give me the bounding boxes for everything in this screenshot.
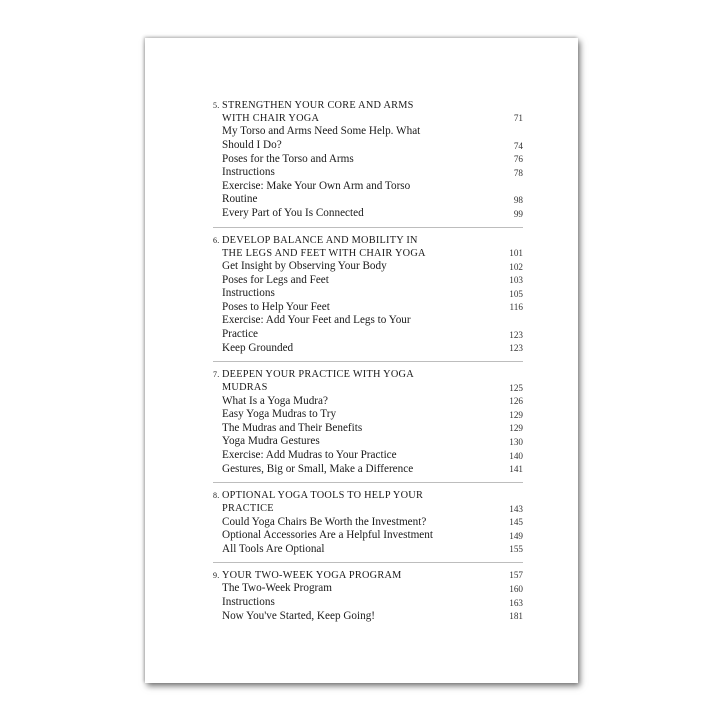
entry-page-number: 140 bbox=[509, 450, 523, 461]
entry-title bbox=[213, 153, 354, 167]
entry-title bbox=[213, 166, 275, 180]
chapter-title bbox=[213, 489, 423, 515]
toc-entry bbox=[213, 463, 523, 477]
chapter-number: 6. bbox=[213, 235, 220, 245]
entry-title-line: Poses for Legs and Feet bbox=[222, 273, 329, 286]
entry-title-line: Now You've Started, Keep Going! bbox=[222, 609, 376, 622]
toc-entry bbox=[213, 596, 523, 610]
chapter-title-line: DEEPEN YOUR PRACTICE WITH YOGA bbox=[222, 369, 414, 381]
entry-title bbox=[213, 207, 364, 221]
entry-title-line: Exercise: Add Your Feet and Legs to Your bbox=[222, 314, 411, 327]
entry-title bbox=[213, 435, 320, 449]
chapter-title-line: PRACTICE bbox=[222, 503, 274, 515]
chapter-title-line: THE LEGS AND FEET WITH CHAIR YOGA bbox=[222, 247, 426, 259]
chapter-heading bbox=[213, 99, 523, 125]
entry-title bbox=[213, 314, 411, 341]
entry-title bbox=[213, 301, 330, 315]
chapter-title bbox=[213, 234, 426, 260]
chapter-title-line: WITH CHAIR YOGA bbox=[222, 113, 320, 125]
entry-title bbox=[213, 260, 387, 274]
toc-entry bbox=[213, 274, 523, 288]
chapter-title bbox=[213, 368, 414, 394]
toc-entry bbox=[213, 166, 523, 180]
entry-page-number: 130 bbox=[509, 436, 523, 447]
entry-title-line: My Torso and Arms Need Some Help. What bbox=[222, 125, 421, 138]
entry-page-number: 160 bbox=[509, 584, 523, 595]
entry-title-line: Poses for the Torso and Arms bbox=[222, 152, 354, 165]
entry-title-line: All Tools Are Optional bbox=[222, 542, 325, 555]
toc-entry bbox=[213, 529, 523, 543]
chapter-title-line: DEVELOP BALANCE AND MOBILITY IN bbox=[222, 234, 418, 246]
chapter-title-line: STRENGTHEN YOUR CORE AND ARMS bbox=[222, 100, 414, 111]
chapter-title bbox=[213, 99, 414, 125]
entry-page-number: 103 bbox=[509, 275, 523, 286]
entry-page-number: 181 bbox=[509, 611, 523, 622]
toc-chapter bbox=[213, 482, 523, 556]
entry-title bbox=[213, 543, 325, 557]
chapter-page-number: 71 bbox=[513, 113, 523, 124]
chapter-heading bbox=[213, 234, 523, 260]
toc-entry bbox=[213, 342, 523, 356]
entry-title bbox=[213, 395, 328, 409]
toc-entry bbox=[213, 314, 523, 341]
entry-page-number: 163 bbox=[509, 597, 523, 608]
entry-title bbox=[213, 610, 375, 624]
toc-chapter bbox=[213, 361, 523, 476]
entry-title-line: Could Yoga Chairs Be Worth the Investment? bbox=[222, 515, 427, 528]
entry-title-line: Exercise: Make Your Own Arm and Torso bbox=[222, 179, 411, 192]
entry-page-number: 155 bbox=[509, 544, 523, 555]
entry-title bbox=[213, 422, 362, 436]
toc-entry bbox=[213, 516, 523, 530]
chapter-number: 9. bbox=[213, 571, 220, 581]
entry-title bbox=[213, 449, 397, 463]
toc-entry bbox=[213, 287, 523, 301]
entry-title bbox=[213, 180, 410, 207]
entry-title-line: Every Part of You Is Connected bbox=[222, 206, 364, 219]
toc-entry bbox=[213, 180, 523, 207]
chapter-heading bbox=[213, 569, 523, 582]
toc-entry bbox=[213, 125, 523, 152]
entry-page-number: 76 bbox=[513, 154, 523, 165]
entry-title bbox=[213, 516, 426, 530]
chapter-title-line: OPTIONAL YOGA TOOLS TO HELP YOUR bbox=[222, 490, 424, 502]
entry-title-line: The Two-Week Program bbox=[222, 582, 332, 595]
entry-title-line: Instructions bbox=[222, 166, 275, 179]
toc-entry bbox=[213, 301, 523, 315]
entry-page-number: 78 bbox=[513, 167, 523, 178]
toc-chapter bbox=[213, 99, 523, 221]
entry-title bbox=[213, 463, 413, 477]
book-page bbox=[145, 38, 578, 683]
entry-page-number: 126 bbox=[509, 396, 523, 407]
entry-page-number: 74 bbox=[513, 140, 523, 151]
entry-page-number: 102 bbox=[509, 261, 523, 272]
entry-page-number: 99 bbox=[513, 208, 523, 219]
entry-title-line: Gestures, Big or Small, Make a Difference bbox=[222, 462, 414, 475]
entry-title bbox=[213, 125, 420, 152]
entry-title-line: Get Insight by Observing Your Body bbox=[222, 259, 387, 272]
entry-title-line: Practice bbox=[222, 327, 259, 340]
entry-page-number: 141 bbox=[509, 464, 523, 475]
entry-title bbox=[213, 287, 275, 301]
toc-entry bbox=[213, 610, 523, 624]
toc-entry bbox=[213, 260, 523, 274]
chapter-title-line: MUDRAS bbox=[222, 382, 268, 394]
toc-entry bbox=[213, 153, 523, 167]
entry-title-line: Exercise: Add Mudras to Your Practice bbox=[222, 448, 397, 461]
entry-title bbox=[213, 408, 336, 422]
entry-title bbox=[213, 342, 293, 356]
toc-chapter bbox=[213, 562, 523, 623]
chapter-number: 8. bbox=[213, 491, 220, 501]
toc-chapter bbox=[213, 227, 523, 356]
toc-entry bbox=[213, 435, 523, 449]
entry-title-line: Routine bbox=[222, 193, 258, 206]
toc-entry bbox=[213, 543, 523, 557]
chapter-heading bbox=[213, 368, 523, 394]
chapter-number: 7. bbox=[213, 370, 220, 380]
entry-title-line: What Is a Yoga Mudra? bbox=[222, 394, 328, 407]
entry-page-number: 129 bbox=[509, 409, 523, 420]
chapter-page-number: 157 bbox=[509, 570, 523, 581]
entry-page-number: 123 bbox=[509, 343, 523, 354]
toc-entry bbox=[213, 422, 523, 436]
entry-title-line: Poses to Help Your Feet bbox=[222, 300, 330, 313]
entry-page-number: 129 bbox=[509, 423, 523, 434]
entry-title bbox=[213, 596, 275, 610]
chapter-page-number: 125 bbox=[509, 382, 523, 393]
toc-entry bbox=[213, 395, 523, 409]
entry-title bbox=[213, 529, 433, 543]
entry-title bbox=[213, 582, 332, 596]
table-of-contents bbox=[213, 99, 523, 629]
entry-title-line: Instructions bbox=[222, 287, 275, 300]
entry-title-line: Easy Yoga Mudras to Try bbox=[222, 408, 337, 421]
entry-title-line: Yoga Mudra Gestures bbox=[222, 435, 320, 448]
entry-title-line: Keep Grounded bbox=[222, 341, 294, 354]
entry-title-line: Instructions bbox=[222, 596, 275, 609]
chapter-page-number: 101 bbox=[509, 247, 523, 258]
entry-page-number: 145 bbox=[509, 517, 523, 528]
entry-page-number: 123 bbox=[509, 329, 523, 340]
chapter-title-line: YOUR TWO-WEEK YOGA PROGRAM bbox=[222, 570, 402, 582]
entry-title-line: The Mudras and Their Benefits bbox=[222, 421, 363, 434]
chapter-number: 5. bbox=[213, 101, 220, 110]
entry-page-number: 98 bbox=[513, 194, 523, 205]
entry-title-line: Should I Do? bbox=[222, 139, 282, 151]
chapter-heading bbox=[213, 489, 523, 515]
entry-page-number: 149 bbox=[509, 530, 523, 541]
chapter-page-number: 143 bbox=[509, 503, 523, 514]
toc-entry bbox=[213, 207, 523, 221]
entry-title-line: Optional Accessories Are a Helpful Investment bbox=[222, 529, 433, 542]
entry-title bbox=[213, 274, 329, 288]
chapter-title bbox=[213, 569, 402, 582]
toc-entry bbox=[213, 449, 523, 463]
entry-page-number: 105 bbox=[509, 288, 523, 299]
entry-page-number: 116 bbox=[509, 302, 523, 313]
toc-entry bbox=[213, 408, 523, 422]
toc-entry bbox=[213, 582, 523, 596]
